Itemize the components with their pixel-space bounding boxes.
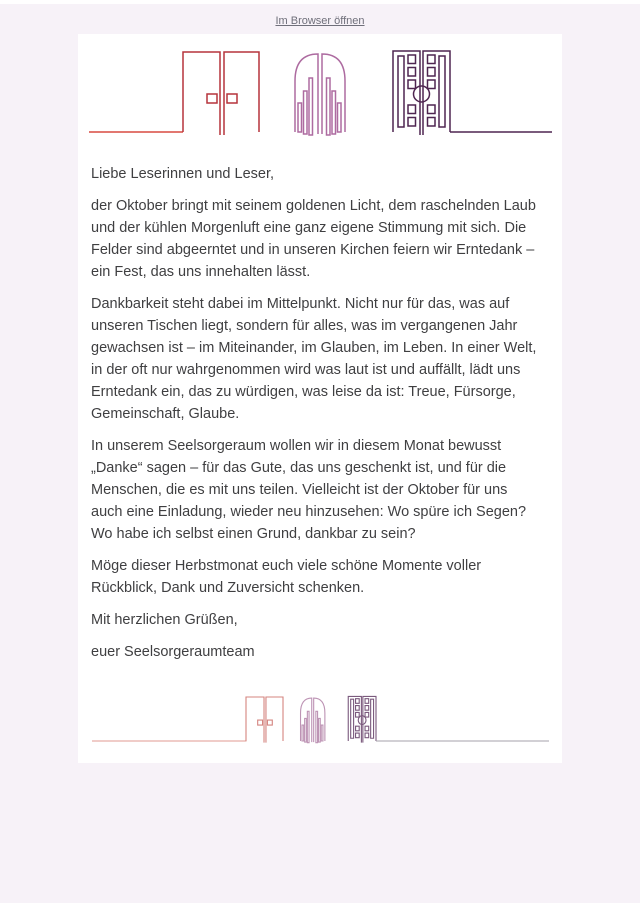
browser-link-row (0, 4, 640, 34)
paragraph-4: Möge dieser Herbstmonat euch viele schöne Momente voller Rückblick, Dank und Zuversicht schenken. (91, 558, 482, 596)
doors-group (183, 51, 450, 135)
closing: Mit herzlichen Grüßen, (91, 612, 238, 628)
paragraph-1: der Oktober bringt mit seinem goldenen Licht, dem raschelnden Laub und der kühlen Morgenluft eine ganz eigene Stimmung mit sich. Die Felder sind abgeerntet und in unseren Kirchen feiern wir Erntedank – ein Fest, das uns innehalten lässt. (91, 198, 536, 280)
letter-body (91, 163, 538, 663)
paragraph-3: In unserem Seelsorgeraum wollen wir in diesem Monat bewusst „Danke“ sagen – für das Gute, das uns geschenkt ist, und für die Menschen, die es mit uns teilen. Vielleicht ist der Oktober für uns auch eine Einladung, wieder neu hinzusehen: Wo spüre ich Segen? Wo habe ich selbst einen Grund, dankbar zu sein? (91, 438, 527, 542)
doors-group-small (246, 696, 376, 742)
church-doors-illustration-small (91, 679, 550, 745)
salutation: Liebe Leserinnen und Leser, (91, 166, 275, 182)
paragraph-2: Dankbarkeit steht dabei im Mittelpunkt. Nicht nur für das, was auf unseren Tischen liegt, sondern für alles, was im vergangenen Jahr gewachsen ist – im Miteinander, im Glauben, im Leben. In einer Welt, in der oft nur wahrgenommen wird was laut ist und auffällt, lädt uns Erntedank ein, das zu würdigen, was leise da ist: Treue, Fürsorge, Gemeinschaft, Glaube. (91, 296, 537, 422)
email-card (78, 34, 562, 763)
church-doors-illustration (88, 50, 553, 136)
open-in-browser-link[interactable]: Im Browser öffnen (275, 15, 365, 27)
signature: euer Seelsorgeraumteam (91, 644, 255, 660)
